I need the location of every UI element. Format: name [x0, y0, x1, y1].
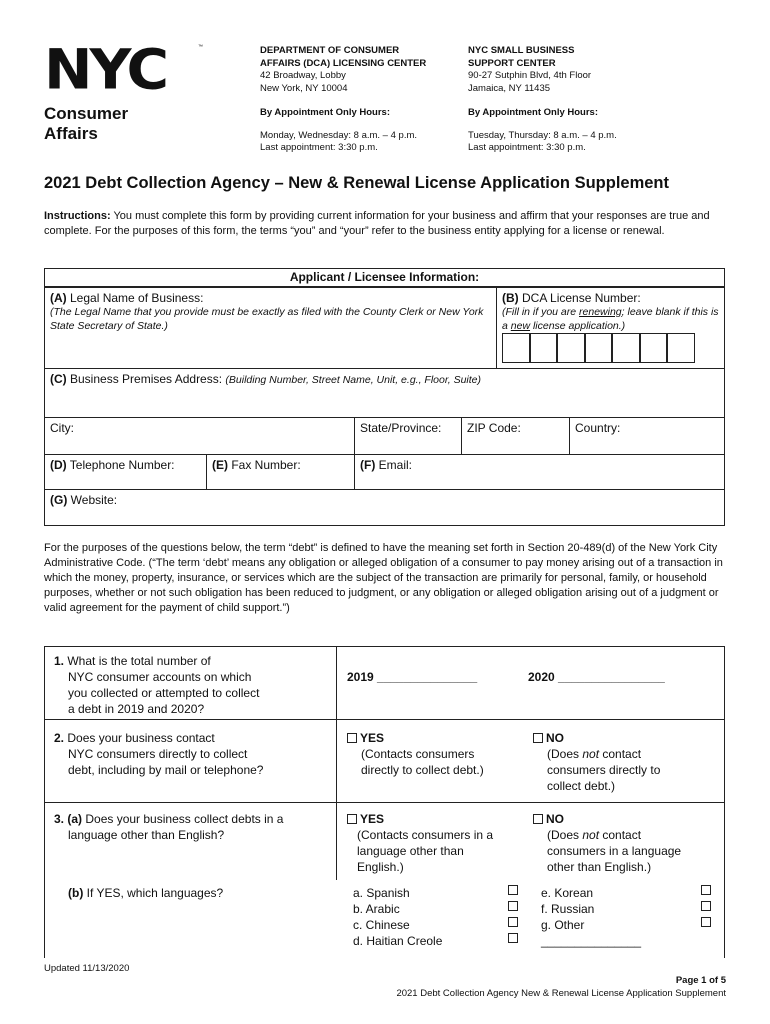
q1-text-line4: a debt in 2019 and 2020? — [68, 702, 205, 716]
checkbox[interactable] — [508, 933, 518, 943]
q3a-text-line2: language other than English? — [68, 828, 225, 842]
checkbox[interactable] — [508, 885, 518, 895]
telephone-field[interactable] — [44, 454, 207, 490]
digit-box[interactable] — [585, 333, 613, 363]
note-part: contact — [599, 828, 642, 842]
premises-address-note: (Building Number, Street Name, Unit, e.g., Floor, Suite) — [225, 374, 482, 386]
q3a-no-label: NO — [546, 812, 564, 826]
telephone-label: Telephone Number: — [66, 458, 175, 472]
office-last-appointment: Last appointment: 3:30 p.m. — [260, 142, 378, 153]
q2-no-label: NO — [546, 731, 564, 745]
updated-date: Updated 11/13/2020 — [44, 963, 130, 974]
state-field[interactable] — [354, 417, 462, 455]
q1-2020-blank[interactable]: 2020 ________________ — [528, 670, 665, 684]
q2-text-line3: debt, including by mail or telephone? — [68, 763, 264, 777]
q2-no-note1 — [533, 746, 660, 762]
note-part: (Does — [547, 747, 583, 761]
language-option[interactable] — [541, 885, 711, 901]
legal-name-label: Legal Name of Business: — [66, 291, 204, 305]
checkbox[interactable] — [347, 814, 357, 824]
digit-box[interactable] — [557, 333, 585, 363]
q2-no-note3: collect debt.) — [547, 779, 616, 793]
field-tag-d: (D) — [50, 458, 67, 472]
q2-text-line1: Does your business contact — [64, 731, 215, 745]
checkbox[interactable] — [533, 733, 543, 743]
office-hours-days: Tuesday, Thursday: 8 a.m. – 4 p.m. — [468, 129, 617, 141]
question-2 — [54, 730, 334, 778]
note-part: license application.) — [530, 320, 626, 332]
fax-label: Fax Number: — [228, 458, 301, 472]
q3a-text-line1: Does your business collect debts in a — [82, 812, 284, 826]
field-tag-f: (F) — [360, 458, 376, 472]
digit-box[interactable] — [640, 333, 668, 363]
q2-yes-note1: (Contacts consumers — [361, 747, 475, 761]
digit-box[interactable] — [612, 333, 640, 363]
language-label: b. Arabic — [353, 902, 400, 916]
q2-yes-option[interactable] — [347, 730, 484, 778]
office-name-line1: DEPARTMENT OF CONSUMER — [260, 45, 400, 56]
q3a-yes-option[interactable] — [347, 811, 493, 875]
language-label: g. Other — [541, 918, 585, 932]
license-number-note — [502, 305, 719, 333]
office-hours-heading: By Appointment Only Hours: — [468, 107, 599, 118]
q1-2019-blank[interactable]: 2019 _______________ — [347, 670, 478, 684]
instructions-label: Instructions: — [44, 210, 111, 222]
applicant-section-header: Applicant / Licensee Information: — [44, 268, 725, 287]
q3a-no-note3: other than English.) — [547, 860, 652, 874]
field-tag-g: (G) — [50, 493, 68, 507]
q3a-yes-note1: (Contacts consumers in a — [357, 828, 494, 842]
note-part: contact — [599, 747, 642, 761]
q2-no-note2: consumers directly to — [547, 763, 661, 777]
checkbox[interactable] — [701, 885, 711, 895]
q3a-no-note2: consumers in a language — [547, 844, 682, 858]
page-number: Page 1 of 5 — [675, 975, 726, 986]
license-number-digit-boxes — [502, 333, 695, 363]
row-divider — [44, 719, 725, 720]
country-label: Country: — [575, 421, 621, 435]
office-name-line2: SUPPORT CENTER — [468, 57, 556, 69]
checkbox[interactable] — [347, 733, 357, 743]
q3a-yes-note2: language other than — [357, 844, 464, 858]
premises-address-field[interactable] — [44, 368, 725, 418]
department-name — [44, 104, 204, 144]
dca-licensing-center-info — [260, 45, 460, 155]
email-field[interactable] — [354, 454, 725, 490]
language-label: d. Haitian Creole — [353, 934, 443, 948]
note-emphasis: not — [582, 747, 600, 761]
field-tag-e: (E) — [212, 458, 228, 472]
state-label: State/Province: — [360, 421, 442, 435]
language-option[interactable] — [541, 917, 711, 933]
q2-no-option[interactable] — [533, 730, 660, 794]
language-label: f. Russian — [541, 902, 595, 916]
field-tag-a: (A) — [50, 291, 67, 305]
q2-yes-note2: directly to collect debt.) — [361, 763, 484, 777]
website-label: Website: — [67, 493, 118, 507]
language-label: a. Spanish — [353, 886, 410, 900]
office-name-line2: AFFAIRS (DCA) LICENSING CENTER — [260, 57, 427, 69]
small-business-center-info — [468, 45, 668, 155]
row-divider — [44, 802, 725, 803]
note-part: (Fill in if you are — [502, 306, 580, 318]
q2-text-line2: NYC consumers directly to collect — [68, 747, 248, 761]
field-tag-b: (B) — [502, 291, 519, 305]
trademark-symbol: ™ — [198, 44, 203, 50]
languages-left-list — [353, 885, 518, 949]
question-3a — [54, 811, 334, 843]
checkbox[interactable] — [533, 814, 543, 824]
digit-box[interactable] — [502, 333, 530, 363]
checkbox[interactable] — [508, 917, 518, 927]
q2-yes-label: YES — [360, 731, 385, 745]
language-option[interactable] — [353, 917, 518, 933]
footer-document-title: 2021 Debt Collection Agency New & Renewal License Application Supplement — [396, 987, 726, 999]
office-hours-heading: By Appointment Only Hours: — [260, 107, 391, 118]
q2-number: 2. — [54, 731, 65, 745]
q3a-tag: (a) — [64, 812, 83, 826]
language-label: c. Chinese — [353, 918, 410, 932]
zip-label: ZIP Code: — [467, 421, 521, 435]
office-name-line1: NYC SMALL BUSINESS — [468, 45, 575, 56]
field-tag-c: (C) — [50, 372, 67, 386]
question-1 — [54, 653, 334, 717]
note-part: ; leave blank if this is a — [502, 306, 719, 332]
office-hours-days: Monday, Wednesday: 8 a.m. – 4 p.m. — [260, 129, 418, 141]
languages-right-list — [541, 885, 711, 949]
note-part: (Does — [547, 828, 583, 842]
email-label: Email: — [375, 458, 413, 472]
language-option[interactable] — [541, 901, 711, 917]
city-label: City: — [50, 421, 74, 435]
office-last-appointment: Last appointment: 3:30 p.m. — [468, 142, 586, 153]
q1-text-line1: What is the total number of — [64, 654, 211, 668]
page-footer — [396, 975, 726, 1000]
debt-definition: For the purposes of the questions below, the term “debt” is defined to have the meaning set forth in Section 20-489(d) of the New York City Administrative Code. (“The term ‘debt’ means any obligation or alleged obligation of a consumer to pay money arising out of a transaction in which the money, property, insurance, or services which are the subject of the transaction are primarily for personal, family, or household purposes, whether or not such obligation has been reduced to judgment, or any obligation or alleged obligation arising out of a judgment or valid agreement for the payment of child support.”) — [44, 542, 723, 614]
column-divider — [336, 646, 337, 880]
q3a-yes-note3: English.) — [357, 860, 404, 874]
office-address-line2: New York, NY 10004 — [260, 82, 348, 94]
department-name-line2: Affairs — [44, 124, 98, 143]
language-option[interactable] — [353, 933, 518, 949]
other-language-blank[interactable]: _______________ — [541, 934, 642, 948]
legal-name-note: (The Legal Name that you provide must be exactly as filed with the County Clerk or New York State Secretary of State.) — [50, 306, 484, 332]
language-option[interactable] — [353, 901, 518, 917]
q1-text-line3: you collected or attempted to collect — [68, 686, 260, 700]
office-address-line1: 42 Broadway, Lobby — [260, 70, 346, 81]
note-underlined: new — [510, 320, 531, 332]
checkbox[interactable] — [701, 917, 711, 927]
legal-name-field[interactable] — [44, 287, 497, 369]
q3a-no-option[interactable] — [533, 811, 681, 875]
office-address-line2: Jamaica, NY 11435 — [468, 82, 551, 94]
nyc-consumer-affairs-logo — [44, 37, 204, 144]
q1-number: 1. — [54, 654, 65, 668]
q1-text-line2: NYC consumer accounts on which — [68, 670, 252, 684]
instructions — [44, 209, 724, 239]
note-emphasis: not — [582, 828, 600, 842]
language-option[interactable] — [353, 885, 518, 901]
form-title: 2021 Debt Collection Agency – New & Renewal License Application Supplement — [44, 174, 670, 192]
digit-box[interactable] — [530, 333, 558, 363]
country-field[interactable] — [569, 417, 725, 455]
digit-box[interactable] — [667, 333, 695, 363]
note-underlined: renewing — [579, 306, 622, 318]
language-label: e. Korean — [541, 886, 594, 900]
office-address-line1: 90-27 Sutphin Blvd, 4th Floor — [468, 70, 592, 81]
city-field[interactable] — [44, 417, 355, 455]
department-name-line1: Consumer — [44, 104, 129, 123]
q3a-yes-label: YES — [360, 812, 385, 826]
q3b-text: If YES, which languages? — [83, 886, 224, 900]
checkbox[interactable] — [508, 901, 518, 911]
q3b-tag: (b) — [68, 886, 84, 900]
q3a-no-note1 — [533, 827, 681, 843]
instructions-text: You must complete this form by providing current information for your business and affirm that your responses are true and complete. For the purposes of this form, the terms “you” and “your” refer to the business entity applying for a license or renewal. — [44, 210, 710, 237]
premises-address-label: Business Premises Address: — [66, 372, 226, 386]
checkbox[interactable] — [701, 901, 711, 911]
fax-field[interactable] — [206, 454, 355, 490]
license-number-label: DCA License Number: — [518, 291, 641, 305]
q3-number: 3. — [54, 812, 65, 826]
website-field[interactable] — [44, 489, 725, 526]
nyc-logo-mark: NYC — [44, 37, 167, 102]
zip-field[interactable] — [461, 417, 570, 455]
question-3b — [68, 885, 223, 901]
